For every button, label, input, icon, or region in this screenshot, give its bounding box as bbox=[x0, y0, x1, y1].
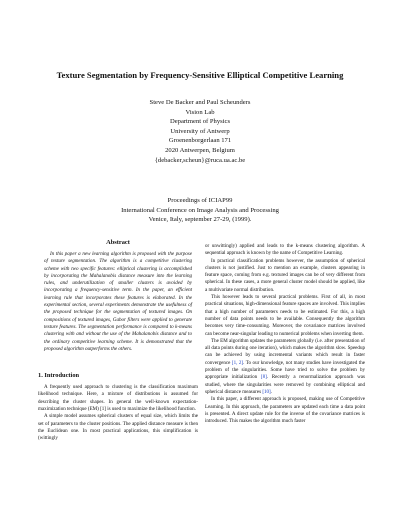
body-paragraph: In this paper, a different approach is proposed, making use of Competitive Learning. In this approach, the parameters are updated each time a data point is presented. A direct update rule for the inverse of the covariance matrices is introduced. This makes the algorithm much faster bbox=[205, 396, 365, 425]
author-block bbox=[60, 98, 340, 165]
email: {debacker,scheun}@ruca.ua.ac.be bbox=[154, 156, 246, 164]
affiliation-line: University of Antwerp bbox=[170, 127, 230, 135]
proceedings-line: International Conference on Image Analysis and Processing bbox=[121, 206, 279, 214]
proceedings-line: Venice, Italy, september 27-29, (1999). bbox=[148, 216, 252, 224]
paper-title: Texture Segmentation by Frequency-Sensitive Elliptical Competitive Learning bbox=[56, 70, 344, 80]
body-text: . Recently a renormalization approach was studied, where the singularities were removed by combining elliptical and spherical distance measures bbox=[205, 374, 365, 395]
intro-paragraph: A simple model assumes spherical clusters of equal size, which limits the set of parameters to the cluster positions. The applied distance measure is then the Euclidean one. In most practical applications, this simplification is (wittingly bbox=[38, 413, 198, 442]
affiliation-line: Vision Lab bbox=[185, 108, 215, 116]
body-paragraph: or unwittingly) applied and leads to the k-means clustering algorithm. A sequential approach is known by the name of Competitive Learning. bbox=[205, 243, 365, 257]
citation-link[interactable]: [10] bbox=[262, 388, 271, 395]
proceedings-block bbox=[50, 196, 350, 225]
body-paragraph: In practical classification problems however, the assumption of spherical clusters is not justified. Just to mention an example, clusters appearing in feature space, coming from e.g. textured images can be of very different from spherical. In these cases, a more general cluster model should be applied, like a multivariate normal distribution. bbox=[205, 257, 365, 293]
body-text: . bbox=[270, 388, 273, 395]
citation-link[interactable]: [1, 2] bbox=[231, 359, 244, 366]
intro-paragraph: A frequently used approach to clustering is the classification maximum likelihood technique. Here, a mixture of distributions is assumed for describing the cluster shapes. In general the well-known expectation-maximization technique (EM) [1] is used to maximize the likelihood function. bbox=[38, 384, 198, 413]
affiliation-line: Groenenborgerlaan 171 bbox=[168, 137, 232, 145]
left-column bbox=[38, 238, 198, 443]
body-text: The EM algorithm updates the parameters globally (i.e. after presentation of all data points during one iteration), which makes the algorithm slow. Speedup can be achieved by using incremental variants which result in faster convergence bbox=[205, 337, 365, 366]
abstract-heading: Abstract bbox=[106, 239, 130, 246]
proceedings-line: Proceedings of ICIAP99 bbox=[167, 197, 233, 204]
affiliation-line: 2020 Antwerpen, Belgium bbox=[165, 146, 235, 154]
right-column bbox=[205, 243, 365, 425]
body-paragraph: This however leads to several practical problems. First of all, in most practical situations, high-dimensional feature spaces are involved. This implies that a high number of parameters needs to be estimated. For this, a high number of data points needs to be available. Consequently the algorithm becomes very time-consuming. Moreover, the covariance matrices involved can become near-singular leading to numerical problems when inverting them. bbox=[205, 294, 365, 337]
abstract-text: In this paper a new learning algorithm is proposed with the purpose of texture segmentation. The algorithm is a competitive clustering scheme with two specific features: elliptical clustering is accomplished by incorporating the Mahalanobis distance measure into the learning rules, and underutilization of smaller clusters is avoided by incorporating a frequency-sensitive term. In the paper, an efficient learning rule that incorporates these features is elaborated. In the experimental section, several experiments demonstrate the usefulness of the proposed technique for the segmentation of textured images. On compositions of textured images, Gabor filters were applied to generate texture features. The segmentation performance is compared to k-means clustering with and without the use of the Mahalanobis distance and to the ordinary competitive learning scheme. It is demonstrated that the proposed algorithm outperforms the others. bbox=[44, 251, 192, 352]
authors: Steve De Backer and Paul Scheunders bbox=[149, 99, 251, 106]
section-heading-introduction: 1. Introduction bbox=[38, 372, 80, 380]
body-paragraph bbox=[205, 338, 365, 396]
citation-link[interactable]: [8] bbox=[260, 374, 267, 381]
affiliation-line: Department of Physics bbox=[169, 118, 231, 126]
body-text: . To our knowledge, not many studies have investigated the problem of the singularities. Some have tried to solve the problem by appropriate initialization bbox=[205, 359, 365, 381]
